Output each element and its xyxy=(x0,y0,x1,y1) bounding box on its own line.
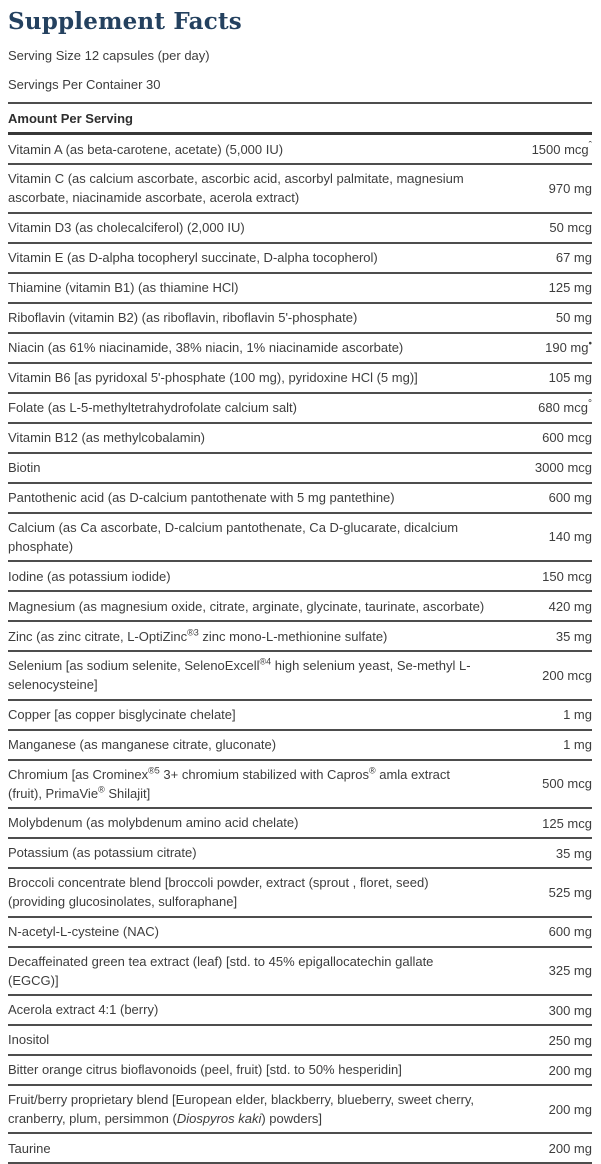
ingredient-amount: 125 mcg xyxy=(542,815,592,831)
ingredient-amount: 325 mg xyxy=(548,963,592,979)
table-row xyxy=(8,918,592,948)
table-row xyxy=(8,731,592,761)
ingredient-name: Chromium [as Crominex$^{®5}$ 3+ chromium stabilized with Capros® amla extract (fruit), PrimaVie® Shilajit] xyxy=(8,765,451,801)
ingredient-name: Broccoli concentrate blend [broccoli powder, extract (sprout , floret, seed) (providing glucosinolates, sulforaphane] xyxy=(8,875,429,910)
ingredient-amount: 680 mcg° xyxy=(538,398,592,416)
ingredient-amount: 250 mg xyxy=(548,1032,592,1048)
table-row xyxy=(8,622,592,652)
table-row xyxy=(8,484,592,514)
ingredient-amount: 105 mg xyxy=(548,370,592,386)
ingredient-name: Acerola extract 4:1 (berry) xyxy=(8,1002,159,1018)
ingredient-amount: 50 mg xyxy=(555,310,592,326)
ingredient-amount: 600 mg xyxy=(548,924,592,940)
footnote-mark: • xyxy=(588,338,592,350)
ingredient-amount: 35 mg xyxy=(555,628,592,644)
ingredient-amount: 200 mg xyxy=(548,1062,592,1078)
table-row xyxy=(8,364,592,394)
table-row xyxy=(8,454,592,484)
panel-title: Supplement Facts xyxy=(8,8,242,35)
ingredient-name: Bitter orange citrus bioflavonoids (peel, fruit) [std. to 50% hesperidin] xyxy=(8,1062,402,1078)
ingredient-amount: 525 mg xyxy=(548,884,592,900)
ingredient-name: Niacin (as 61% niacinamide, 38% niacin, 1% niacinamide ascorbate) xyxy=(8,340,404,356)
amount-per-serving-heading: Amount Per Serving xyxy=(8,111,133,127)
ingredient-amount: 50 mcg xyxy=(549,220,592,236)
ingredient-name: Manganese (as manganese citrate, gluconate) xyxy=(8,736,277,752)
ingredient-amount: 970 mg xyxy=(548,180,592,196)
table-row xyxy=(8,135,592,165)
table-row xyxy=(8,334,592,364)
ingredient-amount: 420 mg xyxy=(548,598,592,614)
ingredient-name: Folate (as L-5-methyltetrahydrofolate calcium salt) xyxy=(8,400,298,416)
ingredient-name: Riboflavin (vitamin B2) (as riboflavin, riboflavin 5'-phosphate) xyxy=(8,310,358,326)
table-row xyxy=(8,514,592,562)
ingredient-name: Vitamin B12 (as methylcobalamin) xyxy=(8,430,206,446)
serving-size-text: Serving Size 12 capsules (per day) xyxy=(8,48,210,63)
table-row xyxy=(8,948,592,996)
ingredient-name: Potassium (as potassium citrate) xyxy=(8,845,197,861)
ingredient-name: Magnesium (as magnesium oxide, citrate, arginate, glycinate, taurinate, ascorbate) xyxy=(8,598,485,614)
ingredient-amount: 600 mg xyxy=(548,490,592,506)
ingredient-amount: 35 mg xyxy=(555,845,592,861)
ingredient-amount: 67 mg xyxy=(555,250,592,266)
ingredient-name: Fruit/berry proprietary blend [European elder, blackberry, blueberry, sweet cherry, cranberry, plum, persimmon (Diospyros kaki) powders] xyxy=(8,1092,475,1127)
ingredient-amount: 600 mcg xyxy=(542,430,592,446)
ingredient-name: N-acetyl-L-cysteine (NAC) xyxy=(8,923,159,939)
ingredient-amount: 1 mg xyxy=(563,707,592,723)
ingredient-amount: 150 mcg xyxy=(542,568,592,584)
ingredient-amount: 1500 mcg$^ˆ$ xyxy=(531,140,592,157)
ingredient-name: Vitamin C (as calcium ascorbate, ascorbic acid, ascorbyl palmitate, magnesium ascorbate, niacinamide ascorbate, acerola extract) xyxy=(8,171,464,206)
ingredient-name: Copper [as copper bisglycinate chelate] xyxy=(8,706,236,722)
footnote-mark: ˆ xyxy=(588,140,592,152)
table-row xyxy=(8,394,592,424)
table-row xyxy=(8,1026,592,1056)
ingredient-name: Iodine (as potassium iodide) xyxy=(8,568,171,584)
ingredient-name: Pantothenic acid (as D-calcium pantothenate with 5 mg pantethine) xyxy=(8,490,395,506)
footnote-mark: ° xyxy=(588,398,592,410)
table-row xyxy=(8,274,592,304)
ingredient-name: Biotin xyxy=(8,460,41,476)
table-row xyxy=(8,869,592,917)
ingredient-amount: 300 mg xyxy=(548,1002,592,1018)
table-row xyxy=(8,214,592,244)
ingredient-name: Vitamin A (as beta-carotene, acetate) (5,000 IU) xyxy=(8,141,284,157)
table-row xyxy=(8,562,592,592)
table-row xyxy=(8,424,592,454)
table-row xyxy=(8,701,592,731)
table-row xyxy=(8,839,592,869)
ingredient-amount: 1 mg xyxy=(563,737,592,753)
ingredient-name: Taurine xyxy=(8,1140,51,1156)
ingredient-amount: 190 mg• xyxy=(545,338,592,356)
table-row xyxy=(8,1134,592,1164)
servings-per-container-text: Servings Per Container 30 xyxy=(8,76,161,92)
table-row xyxy=(8,652,592,700)
ingredient-name: Selenium [as sodium selenite, SelenoExcell$^{®4}$ high selenium yeast, Se-methyl L-selenocysteine] xyxy=(8,656,471,693)
ingredient-name: Decaffeinated green tea extract (leaf) [std. to 45% epigallocatechin gallate (EGCG)] xyxy=(8,953,434,988)
table-row xyxy=(8,304,592,334)
table-row xyxy=(8,809,592,839)
supplement-table xyxy=(8,135,592,1164)
table-row xyxy=(8,996,592,1026)
table-row xyxy=(8,592,592,622)
ingredient-amount: 140 mg xyxy=(548,529,592,545)
ingredient-name: Vitamin D3 (as cholecalciferol) (2,000 IU) xyxy=(8,220,245,236)
table-row xyxy=(8,1056,592,1086)
ingredient-amount: 3000 mcg xyxy=(534,460,592,476)
ingredient-name: Molybdenum (as molybdenum amino acid chelate) xyxy=(8,815,299,831)
ingredient-amount: 125 mg xyxy=(548,280,592,296)
ingredient-amount: 200 mg xyxy=(548,1140,592,1156)
ingredient-amount: 200 mcg xyxy=(542,667,592,683)
table-row xyxy=(8,1086,592,1134)
ingredient-name: Vitamin E (as D-alpha tocopheryl succinate, D-alpha tocopherol) xyxy=(8,250,378,266)
ingredient-name: Vitamin B6 [as pyridoxal 5'-phosphate (100 mg), pyridoxine HCl (5 mg)] xyxy=(8,370,418,386)
ingredient-name: Zinc (as zinc citrate, L-OptiZinc$^{®3}$ zinc mono-L-methionine sulfate) xyxy=(8,627,388,644)
ingredient-name: Calcium (as Ca ascorbate, D-calcium pantothenate, Ca D-glucarate, dicalcium phosphate) xyxy=(8,519,459,554)
ingredient-amount: 200 mg xyxy=(548,1101,592,1117)
table-row xyxy=(8,244,592,274)
table-row xyxy=(8,165,592,213)
table-row xyxy=(8,761,592,809)
ingredient-amount: 500 mcg xyxy=(542,776,592,792)
ingredient-name: Inositol xyxy=(8,1032,50,1048)
ingredient-name: Thiamine (vitamin B1) (as thiamine HCl) xyxy=(8,280,239,296)
